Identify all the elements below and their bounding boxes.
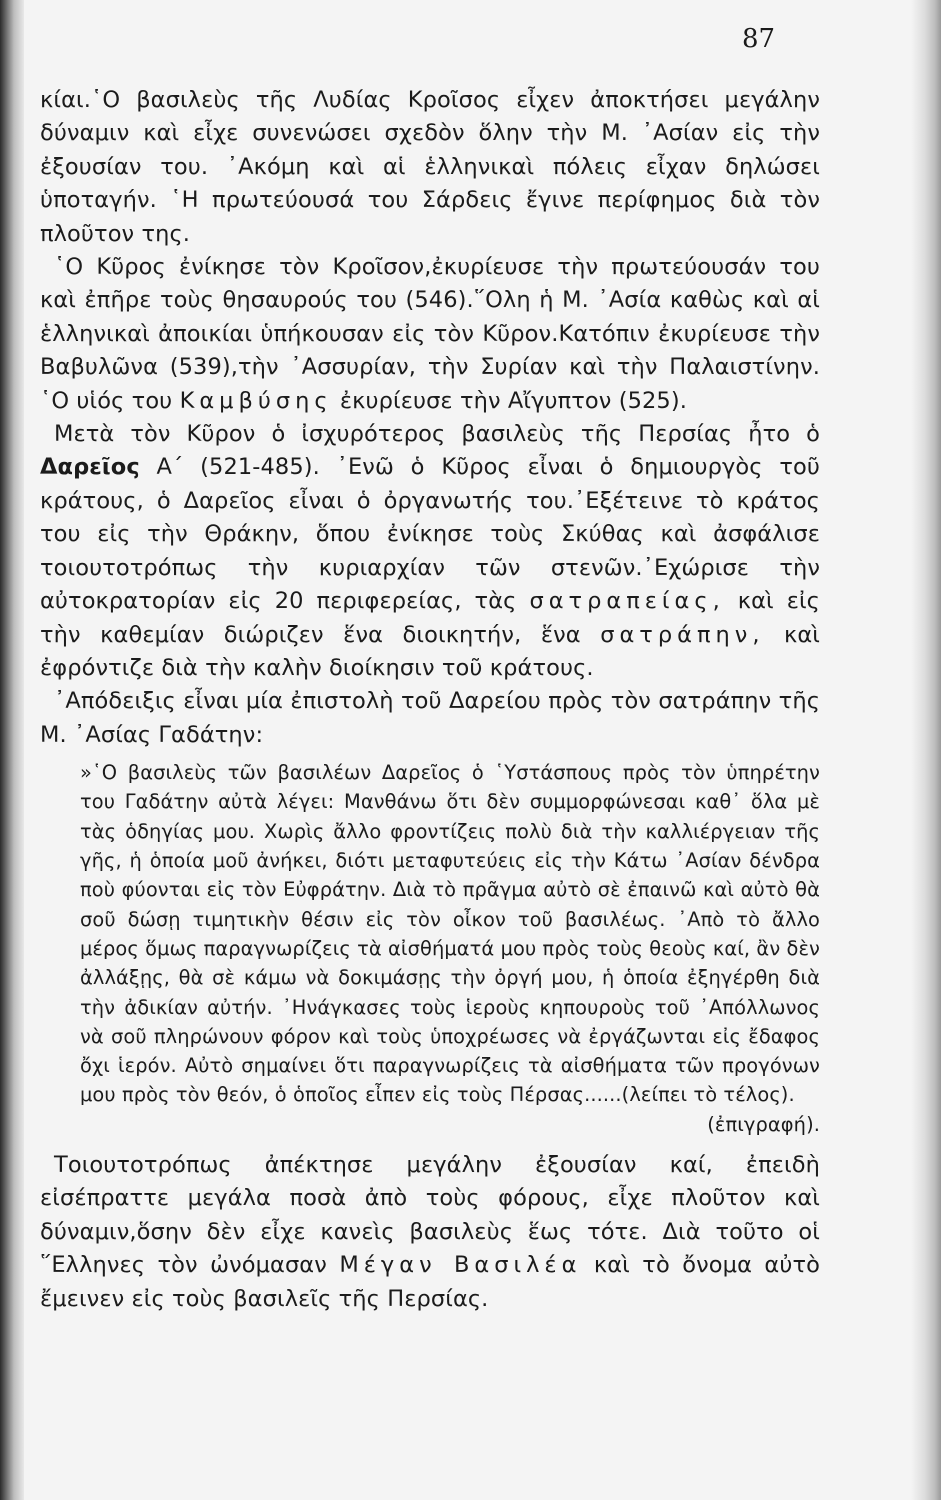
paragraph-darius	[40, 418, 820, 685]
letter-quote	[80, 758, 820, 1139]
darius-mid: Α΄ (521-485). ᾿Ενῶ ὁ Κῦρος εἶναι ὁ δημιουργὸς τοῦ κράτους, ὁ Δαρεῖος εἶναι ὁ ὀργανωτής του.᾿Εξέτεινε τὸ κράτος του εἰς τὴν Θράκην, ὅπου ἐνίκησε τοὺς Σκύθας καὶ ἀσφάλισε τοιουτοτρόπως τὴν κυριαρχίαν τῶν στενῶν.᾿Εχώρισε τὴν αὐτοκρατορίαν εἰς 20 περιφερείας, τὰς	[40, 454, 820, 615]
cyrus-text: ῾Ο Κῦρος ἐνίκησε τὸν Κροῖσον,ἐκυρίευσε τὴν πρωτεύουσάν του καὶ ἐπῆρε τοὺς θησαυρούς του (546).῞Ολη ἡ Μ. ᾿Ασία καθὼς καὶ αἱ ἑλληνικαὶ ἀποικίαι ὑπήκουσαν εἰς τὸν Κῦρον.Κατόπιν ἐκυρίευσε τὴν Βαβυλῶνα (539),τὴν ᾿Ασσυρίαν, τὴν Συρίαν καὶ τὴν Παλαιστίνην. ῾Ο υἱός του	[40, 254, 820, 414]
title-great-king: Μέγαν Βασιλέα	[339, 1252, 582, 1279]
name-cambyses: Καμβύσης	[179, 387, 333, 414]
cyrus-text-tail: ἐκυρίευσε τὴν Αἴγυπτον (525).	[339, 387, 687, 414]
term-satrapies: σατραπείας,	[529, 588, 725, 615]
letter-source: (ἐπιγραφή).	[707, 1112, 820, 1136]
page-number: 87	[742, 24, 776, 54]
darius-mid2: καὶ εἰς τὴν καθεμίαν διώριζεν ἕνα διοικητήν, ἕνα	[40, 588, 820, 648]
name-darius: Δαρεῖος	[40, 454, 140, 481]
paragraph-proof: ᾿Απόδειξις εἶναι μία ἐπιστολὴ τοῦ Δαρείου πρὸς τὸν σατράπην τῆς Μ. ᾿Ασίας Γαδάτην:	[40, 688, 820, 748]
letter-text: »῾Ο βασιλεὺς τῶν βασιλέων Δαρεῖος ὁ ῾Υστάσπους πρὸς τὸν ὑπηρέτην του Γαδάτην αὐτὰ λέγει: Μανθάνω ὅτι δὲν συμμορφώνεσαι καθ᾿ ὅλα μὲ τὰς ὁδηγίας μου. Χωρὶς ἄλλο φροντίζεις πολὺ διὰ τὴν καλλιέργειαν τῆς γῆς, ἡ ὁποία μοῦ ἀνήκει, διότι μεταφυτεύεις εἰς τὴν Κάτω ᾿Ασίαν δένδρα ποὺ φύονται εἰς τὸν Εὐφράτην. Διὰ τὸ πρᾶγμα αὐτὸ σὲ ἐπαινῶ καὶ αὐτὸ θὰ σοῦ δώσῃ τιμητικὴν θέσιν εἰς τὸν οἶκον τοῦ βασιλέως. ᾿Απὸ τὸ ἄλλο μέρος ὅμως παραγνωρίζεις τὰ αἰσθήματά μου πρὸς τοὺς θεοὺς καί, ἂν δὲν ἀλλάξῃς, θὰ σὲ κάμω νὰ δοκιμάσῃς τὴν ὀργή μου, ἡ ὁποία ἐξηγέρθη διὰ τὴν ἀδικίαν αὐτήν. ᾿Ηνάγκασες τοὺς ἱεροὺς κηπουροὺς τοῦ ᾿Απόλλωνος νὰ σοῦ πληρώνουν φόρον καὶ τοὺς ὑποχρέωσες νὰ ἐργάζωνται εἰς ἔδαφος ὄχι ἱερόν. Αὐτὸ σημαίνει ὅτι παραγνωρίζεις τὰ αἰσθήματα τῶν προγόνων μου πρὸς τὸν θεόν, ὁ ὁποῖος εἶπεν εἰς τοὺς Πέρσας......(λείπει τὸ τέλος).	[80, 761, 820, 1107]
great-king-tail: καὶ τὸ ὄνομα αὐτὸ ἔμεινεν εἰς τοὺς βασιλεῖς τῆς Περσίας.	[40, 1252, 820, 1312]
paragraph-cyrus	[40, 251, 820, 418]
darius-tail: καὶ ἐφρόντιζε διὰ τὴν καλὴν διοίκησιν τοῦ κράτους.	[40, 621, 820, 681]
great-king-lead: Τοιουτοτρόπως ἀπέκτησε μεγάλην ἐξουσίαν καί, ἐπειδὴ εἰσέπραττε μεγάλα ποσὰ ἀπὸ τοὺς φόρους, εἶχε πλοῦτον καὶ δύναμιν,ὅσην δὲν εἶχε κανεὶς βασιλεὺς ἕως τότε. Διὰ τοῦτο οἱ ῞Ελληνες τὸν ὠνόμασαν	[40, 1151, 820, 1279]
darius-lead: Μετὰ τὸν Κῦρον ὁ ἰσχυρότερος βασιλεὺς τῆς Περσίας ἦτο ὁ	[54, 421, 820, 448]
page-body	[40, 84, 820, 1316]
binding-shadow	[0, 0, 24, 1500]
paragraph-great-king	[40, 1149, 820, 1316]
term-satrap: σατράπην,	[600, 621, 765, 648]
paragraph-lydia: κίαι.῾Ο βασιλεὺς τῆς Λυδίας Κροῖσος εἶχεν ἀποκτήσει μεγάλην δύναμιν καὶ εἶχε συνενώσει σχεδὸν ὅλην τὴν Μ. ᾿Ασίαν εἰς τὴν ἐξουσίαν του. ᾿Ακόμη καὶ αἱ ἑλληνικαὶ πόλεις εἶχαν δηλώσει ὑποταγήν. ῾Η πρωτεύουσά του Σάρδεις ἔγινε περίφημος διὰ τὸν πλοῦτον της.	[40, 87, 820, 247]
page-edge-shadow	[911, 0, 941, 1500]
